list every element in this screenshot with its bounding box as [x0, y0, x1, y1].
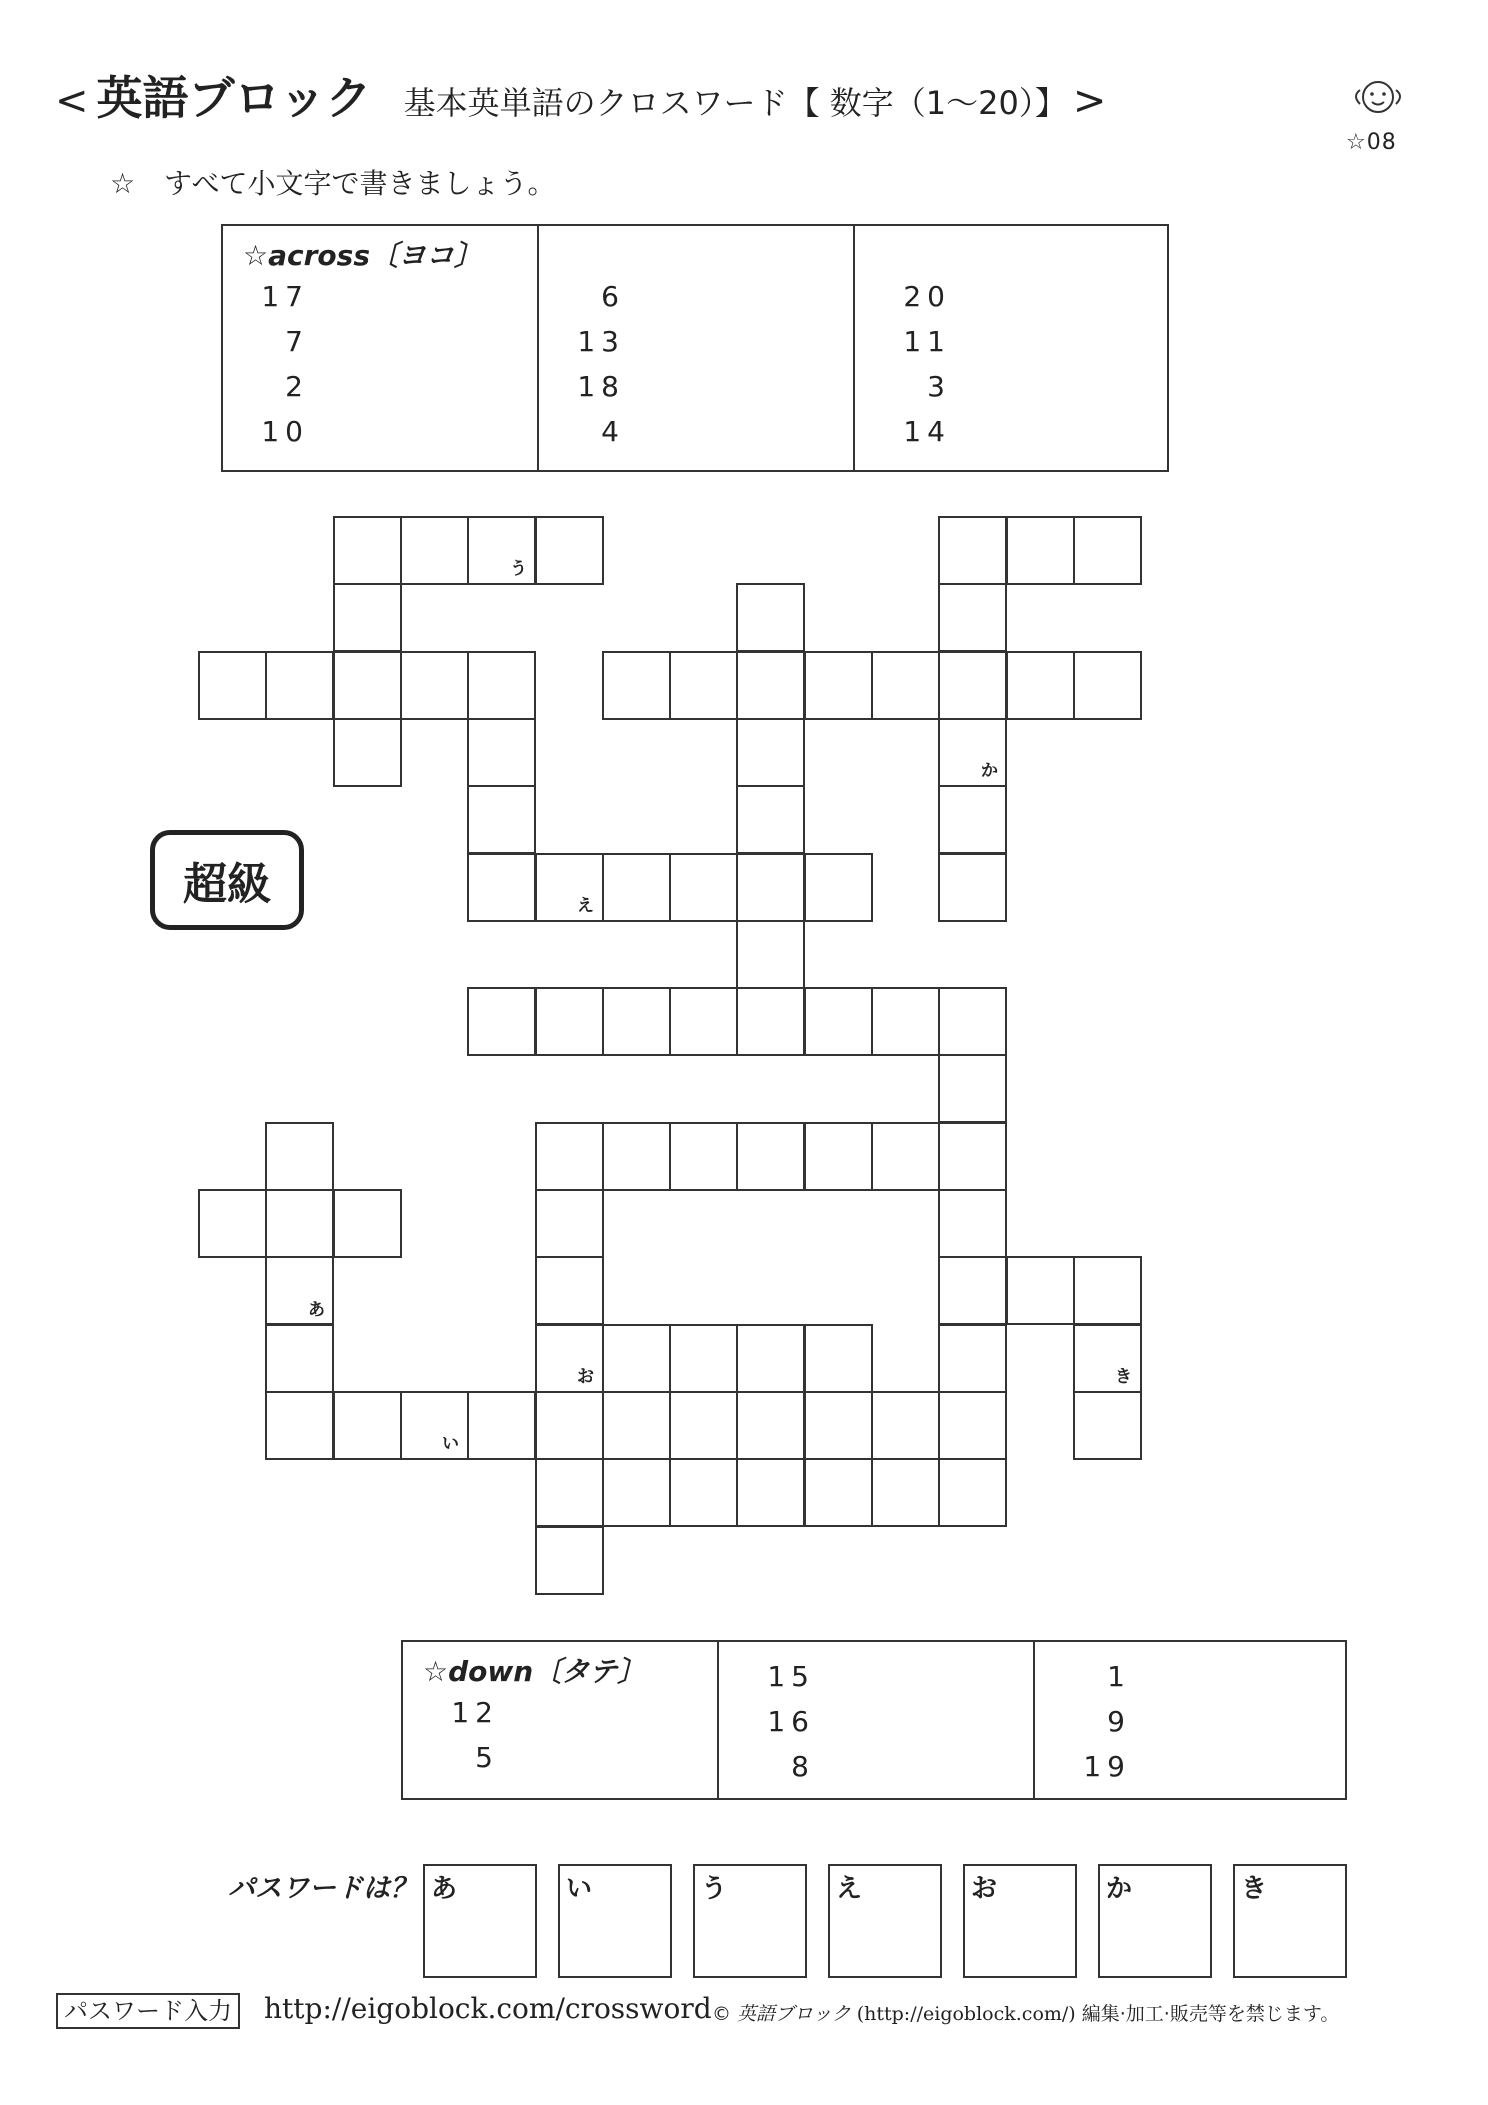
grid-cell[interactable]	[602, 651, 671, 720]
smiley-face-icon	[1352, 78, 1404, 116]
grid-cell[interactable]	[467, 987, 536, 1056]
grid-cell[interactable]	[804, 987, 873, 1056]
grid-cell[interactable]	[804, 1391, 873, 1460]
grid-cell[interactable]	[938, 1189, 1007, 1258]
grid-cell[interactable]	[736, 785, 805, 854]
grid-cell[interactable]	[467, 785, 536, 854]
grid-cell[interactable]	[736, 651, 805, 720]
copyright-url: (http://eigoblock.com/)	[856, 2003, 1076, 2025]
grid-cell[interactable]	[467, 718, 536, 787]
grid-marker: え	[577, 896, 594, 916]
clue-number: 1	[1107, 1660, 1131, 1693]
clue-number: 2	[285, 370, 309, 403]
grid-cell[interactable]	[736, 987, 805, 1056]
grid-cell[interactable]	[938, 785, 1007, 854]
instruction-star: ☆	[110, 167, 136, 200]
grid-cell[interactable]	[804, 1122, 873, 1191]
clue-number: 13	[577, 325, 625, 358]
grid-cell[interactable]	[669, 651, 738, 720]
grid-cell[interactable]	[938, 1458, 1007, 1527]
grid-cell[interactable]	[333, 718, 402, 787]
down-column-2	[718, 1641, 1034, 1799]
header-close-bracket: >	[1072, 78, 1107, 124]
clue-number: 15	[767, 1660, 815, 1693]
grid-cell[interactable]	[535, 1122, 604, 1191]
grid-cell[interactable]	[535, 1189, 604, 1258]
password-box-label: い	[566, 1874, 593, 1904]
grid-cell[interactable]	[938, 583, 1007, 652]
down-list-2	[719, 1654, 815, 1789]
grid-cell[interactable]	[669, 1122, 738, 1191]
across-column-1	[222, 225, 538, 471]
password-box[interactable]	[693, 1864, 807, 1978]
grid-cell[interactable]	[804, 853, 873, 922]
grid-cell[interactable]	[938, 1256, 1007, 1325]
clue-number: 16	[767, 1705, 815, 1738]
grid-cell[interactable]	[265, 651, 334, 720]
grid-cell[interactable]	[736, 1391, 805, 1460]
grid-cell[interactable]	[736, 1122, 805, 1191]
down-list-3	[1035, 1654, 1131, 1789]
down-label: down〔タテ〕	[448, 1655, 646, 1688]
password-box-label: き	[1241, 1874, 1268, 1904]
grid-cell[interactable]	[265, 1391, 334, 1460]
grid-cell[interactable]	[602, 1458, 671, 1527]
grid-cell[interactable]	[871, 987, 940, 1056]
grid-cell[interactable]	[736, 920, 805, 989]
across-column-3	[854, 225, 1168, 471]
grid-cell[interactable]	[535, 516, 604, 585]
clue-number: 4	[601, 415, 625, 448]
clue-number: 12	[451, 1696, 499, 1729]
grid-cell[interactable]	[1006, 651, 1075, 720]
grid-cell[interactable]	[736, 853, 805, 922]
password-box[interactable]	[1233, 1864, 1347, 1978]
grid-cell[interactable]	[871, 1458, 940, 1527]
password-box-label: か	[1106, 1874, 1133, 1904]
grid-cell[interactable]	[198, 651, 267, 720]
across-label: across〔ヨコ〕	[268, 239, 482, 272]
clue-number: 11	[903, 325, 951, 358]
grid-cell[interactable]	[736, 1324, 805, 1393]
grid-cell[interactable]	[804, 1458, 873, 1527]
grid-cell[interactable]	[535, 1458, 604, 1527]
grid-cell[interactable]	[333, 1189, 402, 1258]
level-badge: 超級	[150, 830, 304, 930]
grid-cell[interactable]	[265, 1189, 334, 1258]
grid-cell[interactable]	[804, 1324, 873, 1393]
copyright-name: 英語ブロック	[737, 2003, 851, 2025]
copyright-symbol: ©	[712, 2003, 731, 2025]
grid-cell[interactable]	[265, 1324, 334, 1393]
crossword-link[interactable]: http://eigoblock.com/crossword	[264, 1992, 712, 2025]
grid-cell[interactable]	[1073, 516, 1142, 585]
password-box[interactable]	[558, 1864, 672, 1978]
grid-cell[interactable]	[938, 1391, 1007, 1460]
across-list-1	[223, 274, 309, 454]
password-box-label: お	[971, 1874, 998, 1904]
grid-cell[interactable]	[400, 516, 469, 585]
grid-cell[interactable]	[804, 651, 873, 720]
grid-cell[interactable]	[467, 651, 536, 720]
grid-cell[interactable]	[938, 1054, 1007, 1123]
down-star: ☆	[423, 1655, 449, 1688]
grid-marker: か	[981, 761, 998, 781]
grid-cell[interactable]	[198, 1189, 267, 1258]
down-heading	[403, 1642, 717, 1690]
across-column-2	[538, 225, 854, 471]
copyright-notice	[712, 1999, 1339, 2026]
grid-cell[interactable]	[938, 1324, 1007, 1393]
clue-number: 10	[261, 415, 309, 448]
grid-cell[interactable]	[1006, 1256, 1075, 1325]
grid-cell[interactable]	[467, 853, 536, 922]
grid-cell[interactable]	[333, 1391, 402, 1460]
password-box[interactable]	[423, 1864, 537, 1978]
grid-cell[interactable]	[400, 651, 469, 720]
grid-cell[interactable]	[333, 583, 402, 652]
grid-marker: あ	[308, 1300, 325, 1320]
down-clue-table	[401, 1640, 1347, 1800]
grid-cell[interactable]	[938, 1122, 1007, 1191]
password-box[interactable]	[1098, 1864, 1212, 1978]
grid-cell[interactable]	[669, 1324, 738, 1393]
grid-cell[interactable]	[669, 853, 738, 922]
across-star: ☆	[243, 239, 269, 272]
grid-cell[interactable]	[938, 987, 1007, 1056]
grid-cell[interactable]	[265, 1122, 334, 1191]
header-title	[55, 62, 1106, 128]
grid-cell[interactable]	[736, 583, 805, 652]
grid-cell[interactable]	[602, 987, 671, 1056]
across-list-3	[855, 274, 951, 454]
grid-cell[interactable]	[535, 987, 604, 1056]
password-box[interactable]	[963, 1864, 1077, 1978]
grid-cell[interactable]	[1006, 516, 1075, 585]
grid-cell[interactable]	[535, 1526, 604, 1595]
header-open-bracket: <	[55, 78, 89, 124]
grid-cell[interactable]	[1073, 651, 1142, 720]
grid-cell[interactable]	[602, 853, 671, 922]
across-heading	[223, 226, 537, 274]
sheet-number: ☆08	[1346, 130, 1397, 155]
grid-cell[interactable]	[736, 718, 805, 787]
grid-marker: お	[577, 1367, 594, 1387]
clue-number: 6	[601, 280, 625, 313]
grid-cell[interactable]	[1073, 1391, 1142, 1460]
clue-number: 3	[927, 370, 951, 403]
grid-cell[interactable]	[333, 516, 402, 585]
grid-cell[interactable]	[1073, 1256, 1142, 1325]
clue-number: 8	[791, 1750, 815, 1783]
password-input-button[interactable]: パスワード入力	[56, 1993, 240, 2029]
grid-cell[interactable]	[669, 1391, 738, 1460]
grid-cell[interactable]	[871, 651, 940, 720]
grid-marker: い	[442, 1434, 459, 1454]
grid-cell[interactable]	[669, 987, 738, 1056]
clue-number: 18	[577, 370, 625, 403]
grid-cell[interactable]	[938, 853, 1007, 922]
across-list-2	[539, 274, 625, 454]
down-column-3	[1034, 1641, 1346, 1799]
password-box-label: え	[836, 1874, 863, 1904]
password-box-label: あ	[431, 1874, 458, 1904]
instruction-text: すべて小文字で書きましょう。	[164, 167, 556, 200]
clue-number: 19	[1083, 1750, 1131, 1783]
grid-cell[interactable]	[669, 1458, 738, 1527]
clue-number: 7	[285, 325, 309, 358]
down-list-1	[403, 1690, 499, 1780]
worksheet-subtitle: 基本英単語のクロスワード【 数字（1～20）】	[403, 84, 1067, 122]
clue-number: 17	[261, 280, 309, 313]
clue-number: 14	[903, 415, 951, 448]
grid-cell[interactable]	[602, 1391, 671, 1460]
instruction	[110, 162, 555, 202]
brand-logo: 英語ブロック	[96, 71, 372, 125]
grid-cell[interactable]	[467, 1391, 536, 1460]
down-column-1	[402, 1641, 718, 1799]
password-box-label: う	[701, 1874, 728, 1904]
clue-number: 9	[1107, 1705, 1131, 1738]
grid-cell[interactable]	[871, 1391, 940, 1460]
grid-cell[interactable]	[333, 651, 402, 720]
grid-cell[interactable]	[938, 516, 1007, 585]
password-label: パスワードは？	[228, 1873, 417, 1904]
password-box[interactable]	[828, 1864, 942, 1978]
grid-cell[interactable]	[938, 651, 1007, 720]
grid-cell[interactable]	[602, 1324, 671, 1393]
grid-marker: き	[1115, 1367, 1132, 1387]
clue-number: 20	[903, 280, 951, 313]
grid-cell[interactable]	[535, 1391, 604, 1460]
grid-cell[interactable]	[602, 1122, 671, 1191]
rights-text: 編集·加工·販売等を禁じます。	[1081, 2003, 1340, 2025]
grid-cell[interactable]	[871, 1122, 940, 1191]
grid-cell[interactable]	[535, 1256, 604, 1325]
clue-number: 5	[475, 1741, 499, 1774]
across-clue-table	[221, 224, 1169, 472]
grid-cell[interactable]	[736, 1458, 805, 1527]
grid-marker: う	[510, 559, 527, 579]
